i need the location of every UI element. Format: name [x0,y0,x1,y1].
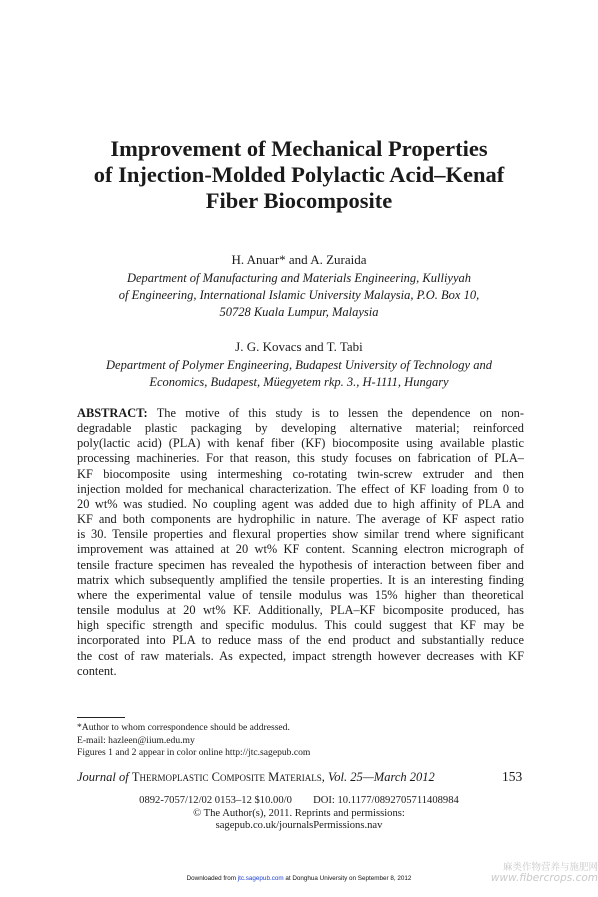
abstract-line: 20 wt% was studied. No coupling agent was added due to high affinity of PLA and [77,496,524,511]
journal-volume: , Vol. 25—March 2012 [321,770,435,784]
abstract-line: improvement was attained at 20 wt% KF content. Scanning electron micrograph of [77,542,524,557]
journal-citation [77,770,435,785]
footnote-correspondence: *Author to whom correspondence should be addressed. [77,722,290,733]
abstract-line: matrix which subsequently amplified the tensile properties. It is an interesting finding [77,572,524,587]
title-line: Fiber Biocomposite [205,188,393,213]
download-pre: Downloaded from [186,875,238,882]
abstract-line: incorporated into PLA to reduce mass of the end product and substantially reduce [77,633,524,648]
watermark-cn: 麻类作物营养与施肥网 [502,862,598,873]
watermark-url: www.fibercrops.com [490,872,598,884]
abstract-line: KF biocomposite using intermeshing co-rotating twin-screw extruder and then [77,466,524,481]
journal-name: Thermoplastic Composite Materials [131,770,322,784]
abstract-label: ABSTRACT: [77,406,148,420]
affiliation-line: Department of Polymer Engineering, Budapest University of Technology and [106,358,492,372]
pub-info-doi: 0892-7057/12/02 0153–12 $10.00/0 DOI: 10.1177/0892705711408984 [139,795,459,806]
abstract-line: tensile modulus at 20 wt% KF. Additionally, PLA–KF bicomposite produced, has [77,603,524,618]
page-number: 153 [502,769,523,784]
footnote-rule [77,717,125,718]
abstract-line: where the experimental value of tensile modulus was 15% higher than theoretical [77,587,524,602]
authors-group-1: H. Anuar* and A. Zuraida [231,252,367,267]
title-line: Improvement of Mechanical Properties [110,136,488,161]
authors-group-2: J. G. Kovacs and T. Tabi [235,339,363,354]
abstract-line: KF and both components are hydrophilic in nature. The average of KF aspect ratio [77,512,524,527]
abstract-line: processing machineries. For that reason, this study focuses on fabrication of PLA– [77,451,524,466]
title-line: of Injection-Molded Polylactic Acid–Kenaf [93,162,505,187]
affiliation-line: Economics, Budapest, Müegyetem rkp. 3., H-1111, Hungary [149,375,449,389]
abstract-line: injection molded for mechanical characterization. The effect of KF loading from 0 to [77,481,524,496]
article-title [0,136,598,214]
abstract-line: tensile fracture specimen has revealed the hypothesis of interaction between fiber and [77,557,524,572]
footnote-figures: Figures 1 and 2 appear in color online http://jtc.sagepub.com [77,747,311,758]
abstract-line-text: The motive of this study is to lessen the dependence on non- [147,406,524,420]
affiliation-1 [0,270,598,321]
abstract-line: is 30. Tensile properties and flexural properties show similar trend where significant [77,527,524,542]
abstract-line: the cost of raw materials. As expected, impact strength however decreases with KF [77,648,524,663]
abstract-line: degradable plastic packaging by developing alternative material; reinforced [77,421,524,436]
abstract [77,406,524,679]
site-watermark [470,862,598,884]
affiliation-line: of Engineering, International Islamic University Malaysia, P.O. Box 10, [118,288,480,302]
footnote-email: E-mail: hazleen@iium.edu.my [77,735,195,746]
download-link[interactable]: jtc.sagepub.com [237,875,284,882]
download-post: at Donghua University on September 8, 2012 [283,875,412,882]
pub-info-permissions: sagepub.co.uk/journalsPermissions.nav [215,820,383,831]
abstract-line: content. [77,663,117,678]
affiliation-2 [0,357,598,391]
pub-info-copyright: © The Author(s), 2011. Reprints and permissions: [193,808,405,819]
abstract-line: poly(lactic acid) (PLA) with kenaf fiber (KF) biocomposite using available plastic [77,436,524,451]
abstract-line [77,406,524,421]
journal-prefix: Journal of [77,770,132,784]
affiliation-line: 50728 Kuala Lumpur, Malaysia [219,305,379,319]
affiliation-line: Department of Manufacturing and Materials Engineering, Kulliyyah [126,271,472,285]
abstract-line: high specific strength and specific modulus. This could suggest that KF may be [77,618,524,633]
